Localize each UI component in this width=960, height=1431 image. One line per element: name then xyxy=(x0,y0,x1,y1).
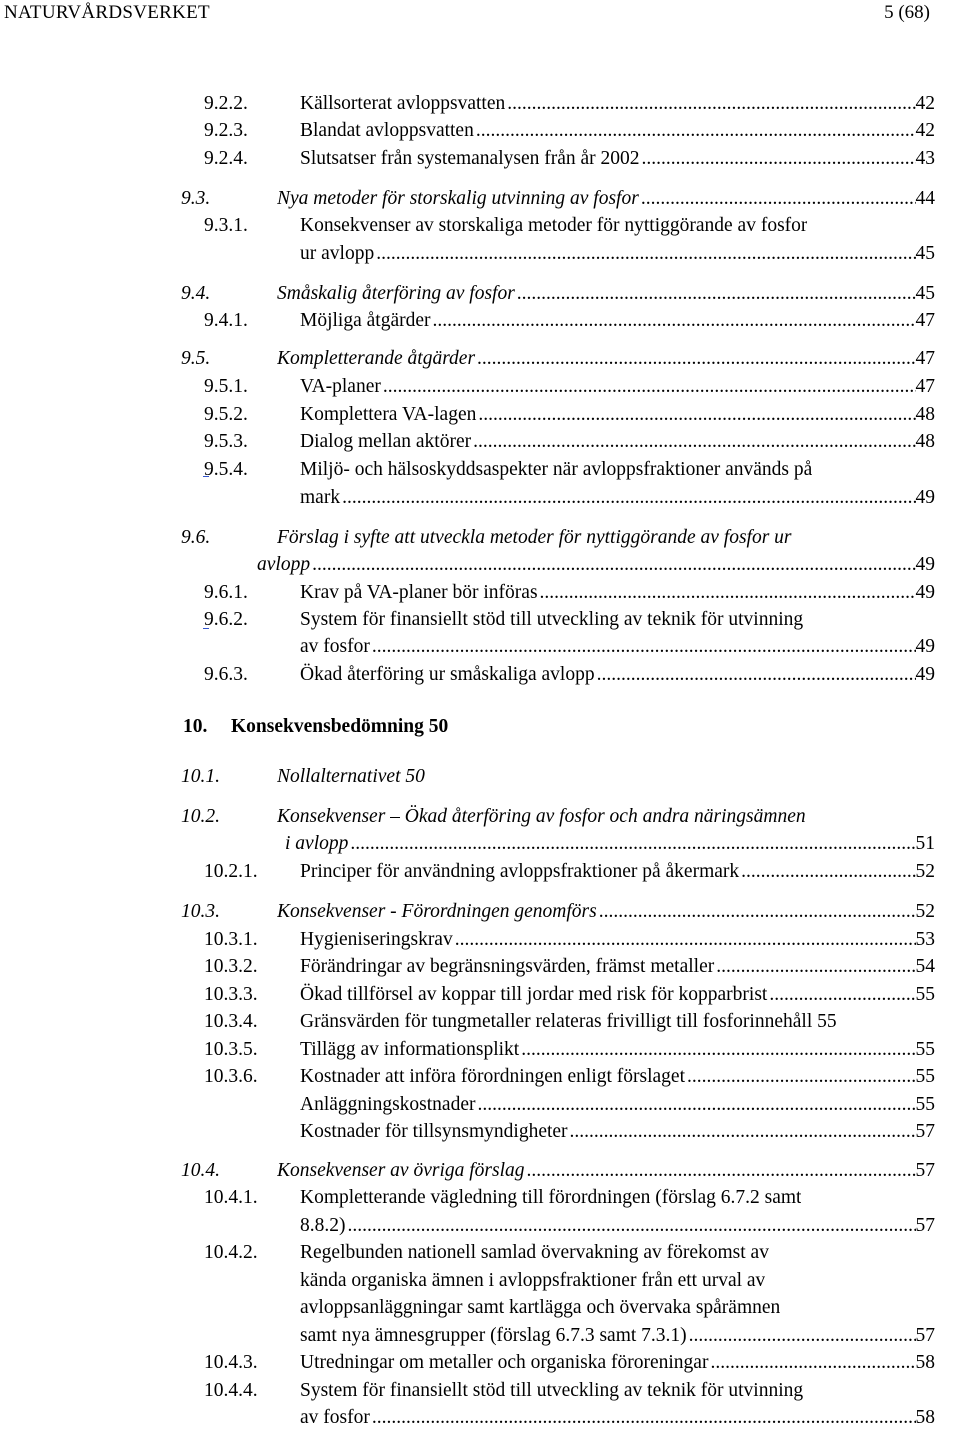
toc-entry-number: 9.5.3. xyxy=(204,431,248,452)
toc-entry[interactable] xyxy=(0,1009,960,1035)
toc-entry-content xyxy=(300,1295,780,1321)
toc-entry[interactable] xyxy=(0,859,960,885)
toc-entry-number: 10.4.1. xyxy=(204,1187,258,1208)
toc-entry-number: 10.3.5. xyxy=(204,1039,258,1060)
toc-entry-number: 9.2.2. xyxy=(204,93,248,114)
toc-entry-page: 53 xyxy=(915,929,935,950)
dot-leader xyxy=(477,1092,915,1118)
toc-entry-page: 48 xyxy=(915,431,935,452)
toc-entry-content xyxy=(300,634,935,660)
toc-entry-number: 10.3. xyxy=(181,901,220,922)
toc-entry[interactable] xyxy=(0,1268,960,1294)
toc-entry-title: avlopp xyxy=(257,554,311,575)
toc-entry-page: 42 xyxy=(915,93,935,114)
toc-entry[interactable] xyxy=(0,1213,960,1239)
toc-entry-content xyxy=(300,429,935,455)
toc-entry-title: VA-planer xyxy=(300,376,381,397)
toc-entry-page: 57 xyxy=(915,1325,935,1346)
toc-entry-title: Kompletterande vägledning till förordningen (förslag 6.7.2 samt xyxy=(300,1187,802,1208)
toc-entry-content xyxy=(285,831,935,857)
dot-leader xyxy=(710,1350,915,1376)
dot-leader xyxy=(342,485,915,511)
toc-entry[interactable] xyxy=(0,1350,960,1376)
toc-entry-content xyxy=(300,607,803,633)
toc-entry-title: Utredningar om metaller och organiska föroreningar xyxy=(300,1352,709,1373)
toc-entry-title: Småskalig återföring av fosfor xyxy=(277,283,515,304)
toc-entry-title: Konsekvensbedömning 50 xyxy=(231,716,449,737)
dot-leader xyxy=(348,1213,916,1239)
toc-entry-page: 42 xyxy=(915,120,935,141)
toc-entry-title: Tillägg av informationsplikt xyxy=(300,1039,520,1060)
toc-entry-content xyxy=(300,1185,801,1211)
toc-entry-number: 10.4.3. xyxy=(204,1352,258,1373)
toc-entry-title: Slutsatser från systemanalysen från år 2002 xyxy=(300,148,640,169)
toc-entry-content xyxy=(277,1158,935,1184)
toc-entry-content xyxy=(277,804,806,830)
toc-entry-title: Regelbunden nationell samlad övervakning av förekomst av xyxy=(300,1242,769,1263)
toc-entry-page: 57 xyxy=(915,1160,935,1181)
toc-entry-content xyxy=(231,714,448,740)
toc-entry-content xyxy=(300,1268,765,1294)
toc-entry-content xyxy=(300,662,935,688)
dot-leader xyxy=(741,859,915,885)
dot-leader xyxy=(507,91,915,117)
toc-entry-page: 45 xyxy=(915,283,935,304)
toc-entry-page: 47 xyxy=(915,348,935,369)
toc-entry-title: kända organiska ämnen i avloppsfraktioner från ett urval av xyxy=(300,1270,766,1291)
toc-entry[interactable] xyxy=(0,485,960,511)
toc-entry-content xyxy=(300,241,935,267)
toc-entry-content xyxy=(277,186,935,212)
dot-leader xyxy=(642,146,916,172)
toc-entry-title: Gränsvärden för tungmetaller relateras frivilligt till fosforinnehåll 55 xyxy=(300,1011,837,1032)
toc-entry-title: Konsekvenser – Ökad återföring av fosfor och andra näringsämnen xyxy=(277,806,806,827)
toc-entry[interactable] xyxy=(0,146,960,172)
toc-entry-number: 9.4.1. xyxy=(204,310,248,331)
toc-entry-content xyxy=(300,1350,935,1376)
toc-entry[interactable] xyxy=(0,1037,960,1063)
toc-entry-page: 54 xyxy=(915,956,935,977)
dot-leader xyxy=(476,118,916,144)
toc-entry[interactable] xyxy=(0,1295,960,1321)
toc-entry-title: Källsorterat avloppsvatten xyxy=(300,93,506,114)
toc-entry-number: 9.5.2. xyxy=(204,404,248,425)
dot-leader xyxy=(433,308,916,334)
toc-entry-number: 9.5.4. xyxy=(204,459,248,480)
toc-entry-content xyxy=(277,281,935,307)
toc-entry-content xyxy=(277,525,792,551)
toc-entry-title: Kostnader för tillsynsmyndigheter xyxy=(300,1121,568,1142)
toc-entry-number: 9.2.3. xyxy=(204,120,248,141)
toc-entry-title: Konsekvenser av storskaliga metoder för nyttiggörande av fosfor xyxy=(300,215,808,236)
toc-entry[interactable] xyxy=(0,1064,960,1090)
dot-leader xyxy=(716,954,915,980)
toc-entry-content xyxy=(300,1378,803,1404)
dot-leader xyxy=(517,281,916,307)
toc-entry[interactable] xyxy=(0,1323,960,1349)
toc-entry-number: 9.3.1. xyxy=(204,215,248,236)
toc-entry[interactable] xyxy=(0,634,960,660)
toc-entry-content xyxy=(300,580,935,606)
toc-entry-page: 47 xyxy=(915,376,935,397)
toc-entry-title: System för finansiellt stöd till utveckling av teknik för utvinning xyxy=(300,1380,804,1401)
toc-entry[interactable] xyxy=(0,804,960,830)
toc-entry[interactable] xyxy=(0,954,960,980)
toc-entry-title: i avlopp xyxy=(285,833,349,854)
toc-entry[interactable] xyxy=(0,429,960,455)
organization-name: NATURVÅRDSVERKET xyxy=(4,2,210,23)
toc-entry[interactable] xyxy=(0,402,960,428)
toc-entry-content xyxy=(300,1009,837,1035)
toc-entry-title: Förslag i syfte att utveckla metoder för nyttiggörande av fosfor ur xyxy=(277,527,792,548)
toc-entry-title: Förändringar av begränsningsvärden, främst metaller xyxy=(300,956,715,977)
dot-leader xyxy=(478,402,915,428)
dot-leader xyxy=(689,1323,916,1349)
toc-entry-number: 9.6.3. xyxy=(204,664,248,685)
toc-entry-page: 55 xyxy=(915,1066,935,1087)
toc-entry-title: Anläggningskostnader xyxy=(300,1094,476,1115)
toc-entry-title: Hygieniseringskrav xyxy=(300,929,453,950)
toc-entry[interactable] xyxy=(0,118,960,144)
toc-entry-title: ur avlopp xyxy=(300,243,375,264)
toc-entry-number: 9.4. xyxy=(181,283,211,304)
dot-leader xyxy=(473,429,915,455)
link-marker xyxy=(203,476,209,477)
dot-leader xyxy=(540,580,916,606)
dot-leader xyxy=(687,1064,915,1090)
toc-entry[interactable] xyxy=(0,1158,960,1184)
toc-entry-page: 57 xyxy=(915,1215,935,1236)
toc-entry-page: 58 xyxy=(915,1407,935,1428)
toc-entry[interactable] xyxy=(0,281,960,307)
dot-leader xyxy=(383,374,916,400)
dot-leader xyxy=(312,552,915,578)
toc-entry[interactable] xyxy=(0,1405,960,1431)
toc-entry-title: Nollalternativet 50 xyxy=(277,766,425,787)
toc-entry[interactable] xyxy=(0,525,960,551)
toc-entry-page: 52 xyxy=(915,861,935,882)
dot-leader xyxy=(769,982,915,1008)
toc-entry[interactable] xyxy=(0,927,960,953)
toc-entry-title: Principer för användning avloppsfraktioner på åkermark xyxy=(300,861,740,882)
toc-entry[interactable] xyxy=(0,91,960,117)
dot-leader xyxy=(477,346,915,372)
toc-entry-number: 10.2.1. xyxy=(204,861,258,882)
toc-entry-number: 10.3.1. xyxy=(204,929,258,950)
toc-entry-title: av fosfor xyxy=(300,1407,370,1428)
toc-entry-content xyxy=(277,899,935,925)
toc-entry[interactable] xyxy=(0,662,960,688)
toc-entry-title: Ökad tillförsel av koppar till jordar med risk för kopparbrist xyxy=(300,984,768,1005)
toc-entry-content xyxy=(300,982,935,1008)
toc-entry-title: avloppsanläggningar samt kartlägga och övervaka spårämnen xyxy=(300,1297,781,1318)
dot-leader xyxy=(527,1158,916,1184)
toc-entry-page: 49 xyxy=(915,487,935,508)
toc-entry-number: 9.5. xyxy=(181,348,211,369)
toc-entry[interactable] xyxy=(0,213,960,239)
toc-entry[interactable] xyxy=(0,346,960,372)
toc-entry-page: 57 xyxy=(915,1121,935,1142)
toc-entry-title: mark xyxy=(300,487,341,508)
toc-entry-page: 58 xyxy=(915,1352,935,1373)
toc-entry[interactable] xyxy=(0,1378,960,1404)
toc-entry-title: Kompletterande åtgärder xyxy=(277,348,476,369)
toc-entry-content xyxy=(277,346,935,372)
dot-leader xyxy=(570,1119,916,1145)
toc-entry[interactable] xyxy=(0,1119,960,1145)
toc-entry-page: 55 xyxy=(915,1039,935,1060)
link-marker xyxy=(203,628,209,629)
toc-entry-title: 8.8.2) xyxy=(300,1215,346,1236)
toc-entry-content xyxy=(300,927,935,953)
toc-entry-number: 9.3. xyxy=(181,188,211,209)
toc-entry-number: 10.3.3. xyxy=(204,984,258,1005)
toc-entry[interactable] xyxy=(0,899,960,925)
toc-entry-number: 10.4. xyxy=(181,1160,220,1181)
toc-entry-content xyxy=(300,402,935,428)
dot-leader xyxy=(641,186,916,212)
toc-entry-number: 9.6.2. xyxy=(204,609,248,630)
toc-entry-content xyxy=(300,1119,935,1145)
toc-entry-number: 10.4.4. xyxy=(204,1380,258,1401)
toc-entry[interactable] xyxy=(0,831,960,857)
dot-leader xyxy=(376,241,915,267)
toc-entry-page: 43 xyxy=(915,148,935,169)
toc-entry[interactable] xyxy=(0,1185,960,1211)
page-number: 5 (68) xyxy=(884,2,930,23)
toc-entry-content xyxy=(277,764,425,790)
toc-entry-number: 10.1. xyxy=(181,766,220,787)
toc-entry[interactable] xyxy=(0,1092,960,1118)
toc-entry-content xyxy=(300,1405,935,1431)
toc-entry-content xyxy=(300,118,935,144)
toc-entry-title: Krav på VA-planer bör införas xyxy=(300,582,538,603)
toc-entry-page: 49 xyxy=(915,554,935,575)
toc-entry[interactable] xyxy=(0,1240,960,1266)
dot-leader xyxy=(599,899,916,925)
toc-entry-content xyxy=(257,552,935,578)
toc-entry[interactable] xyxy=(0,308,960,334)
toc-entry[interactable] xyxy=(0,982,960,1008)
toc-entry-title: Komplettera VA-lagen xyxy=(300,404,477,425)
toc-entry-page: 55 xyxy=(915,1094,935,1115)
toc-entry[interactable] xyxy=(0,552,960,578)
toc-entry[interactable] xyxy=(0,374,960,400)
toc-entry-page: 48 xyxy=(915,404,935,425)
toc-entry-content xyxy=(300,1240,769,1266)
toc-entry-content xyxy=(300,1064,935,1090)
toc-entry-number: 10.4.2. xyxy=(204,1242,258,1263)
toc-entry-page: 45 xyxy=(915,243,935,264)
toc-entry-number: 9.2.4. xyxy=(204,148,248,169)
toc-entry-content xyxy=(300,213,807,239)
toc-entry-title: Blandat avloppsvatten xyxy=(300,120,474,141)
toc-entry-page: 55 xyxy=(915,984,935,1005)
dot-leader xyxy=(521,1037,915,1063)
toc-entry-title: Ökad återföring ur småskaliga avlopp xyxy=(300,664,595,685)
toc-entry-title: Nya metoder för storskalig utvinning av fosfor xyxy=(277,188,639,209)
toc-entry-page: 49 xyxy=(915,664,935,685)
toc-entry-content xyxy=(300,374,935,400)
toc-entry-title: Konsekvenser av övriga förslag xyxy=(277,1160,525,1181)
toc-entry-title: Möjliga åtgärder xyxy=(300,310,431,331)
toc-entry-number: 10.3.6. xyxy=(204,1066,258,1087)
toc-entry-content xyxy=(300,1323,935,1349)
toc-entry-content xyxy=(300,457,812,483)
toc-entry-title: Kostnader att införa förordningen enligt förslaget xyxy=(300,1066,686,1087)
toc-entry-content xyxy=(300,91,935,117)
toc-entry-title: Konsekvenser - Förordningen genomförs xyxy=(277,901,597,922)
toc-entry[interactable] xyxy=(0,186,960,212)
toc-entry-number: 10.2. xyxy=(181,806,220,827)
toc-entry-content xyxy=(300,485,935,511)
toc-entry[interactable] xyxy=(0,714,960,740)
toc-entry-title: Dialog mellan aktörer xyxy=(300,431,472,452)
toc-entry-content xyxy=(300,1213,935,1239)
toc-entry-content xyxy=(300,1037,935,1063)
toc-entry-number: 9.6. xyxy=(181,527,211,548)
toc-entry[interactable] xyxy=(0,241,960,267)
toc-entry[interactable] xyxy=(0,764,960,790)
dot-leader xyxy=(350,831,915,857)
toc-entry-page: 49 xyxy=(915,582,935,603)
toc-entry[interactable] xyxy=(0,607,960,633)
toc-entry-page: 49 xyxy=(915,636,935,657)
toc-entry-content xyxy=(300,954,935,980)
toc-entry-page: 47 xyxy=(915,310,935,331)
toc-entry[interactable] xyxy=(0,580,960,606)
toc-entry-number: 9.6.1. xyxy=(204,582,248,603)
toc-entry[interactable] xyxy=(0,457,960,483)
dot-leader xyxy=(597,662,916,688)
toc-entry-number: 10.3.2. xyxy=(204,956,258,977)
toc-entry-number: 10.3.4. xyxy=(204,1011,258,1032)
toc-entry-page: 52 xyxy=(915,901,935,922)
toc-entry-page: 51 xyxy=(915,833,935,854)
toc-entry-number: 9.5.1. xyxy=(204,376,248,397)
toc-entry-content xyxy=(300,308,935,334)
toc-entry-number: 10. xyxy=(183,716,208,737)
toc-entry-title: samt nya ämnesgrupper (förslag 6.7.3 samt 7.3.1) xyxy=(300,1325,687,1346)
page-header xyxy=(4,2,930,26)
dot-leader xyxy=(372,1405,916,1431)
toc-entry-title: System för finansiellt stöd till utveckling av teknik för utvinning xyxy=(300,609,804,630)
toc-entry-content xyxy=(300,1092,935,1118)
toc-entry-page: 44 xyxy=(915,188,935,209)
toc-entry-content xyxy=(300,146,935,172)
toc-entry-title: av fosfor xyxy=(300,636,370,657)
dot-leader xyxy=(455,927,916,953)
toc-entry-title: Miljö- och hälsoskyddsaspekter när avloppsfraktioner används på xyxy=(300,459,813,480)
toc-entry-content xyxy=(300,859,935,885)
dot-leader xyxy=(372,634,916,660)
